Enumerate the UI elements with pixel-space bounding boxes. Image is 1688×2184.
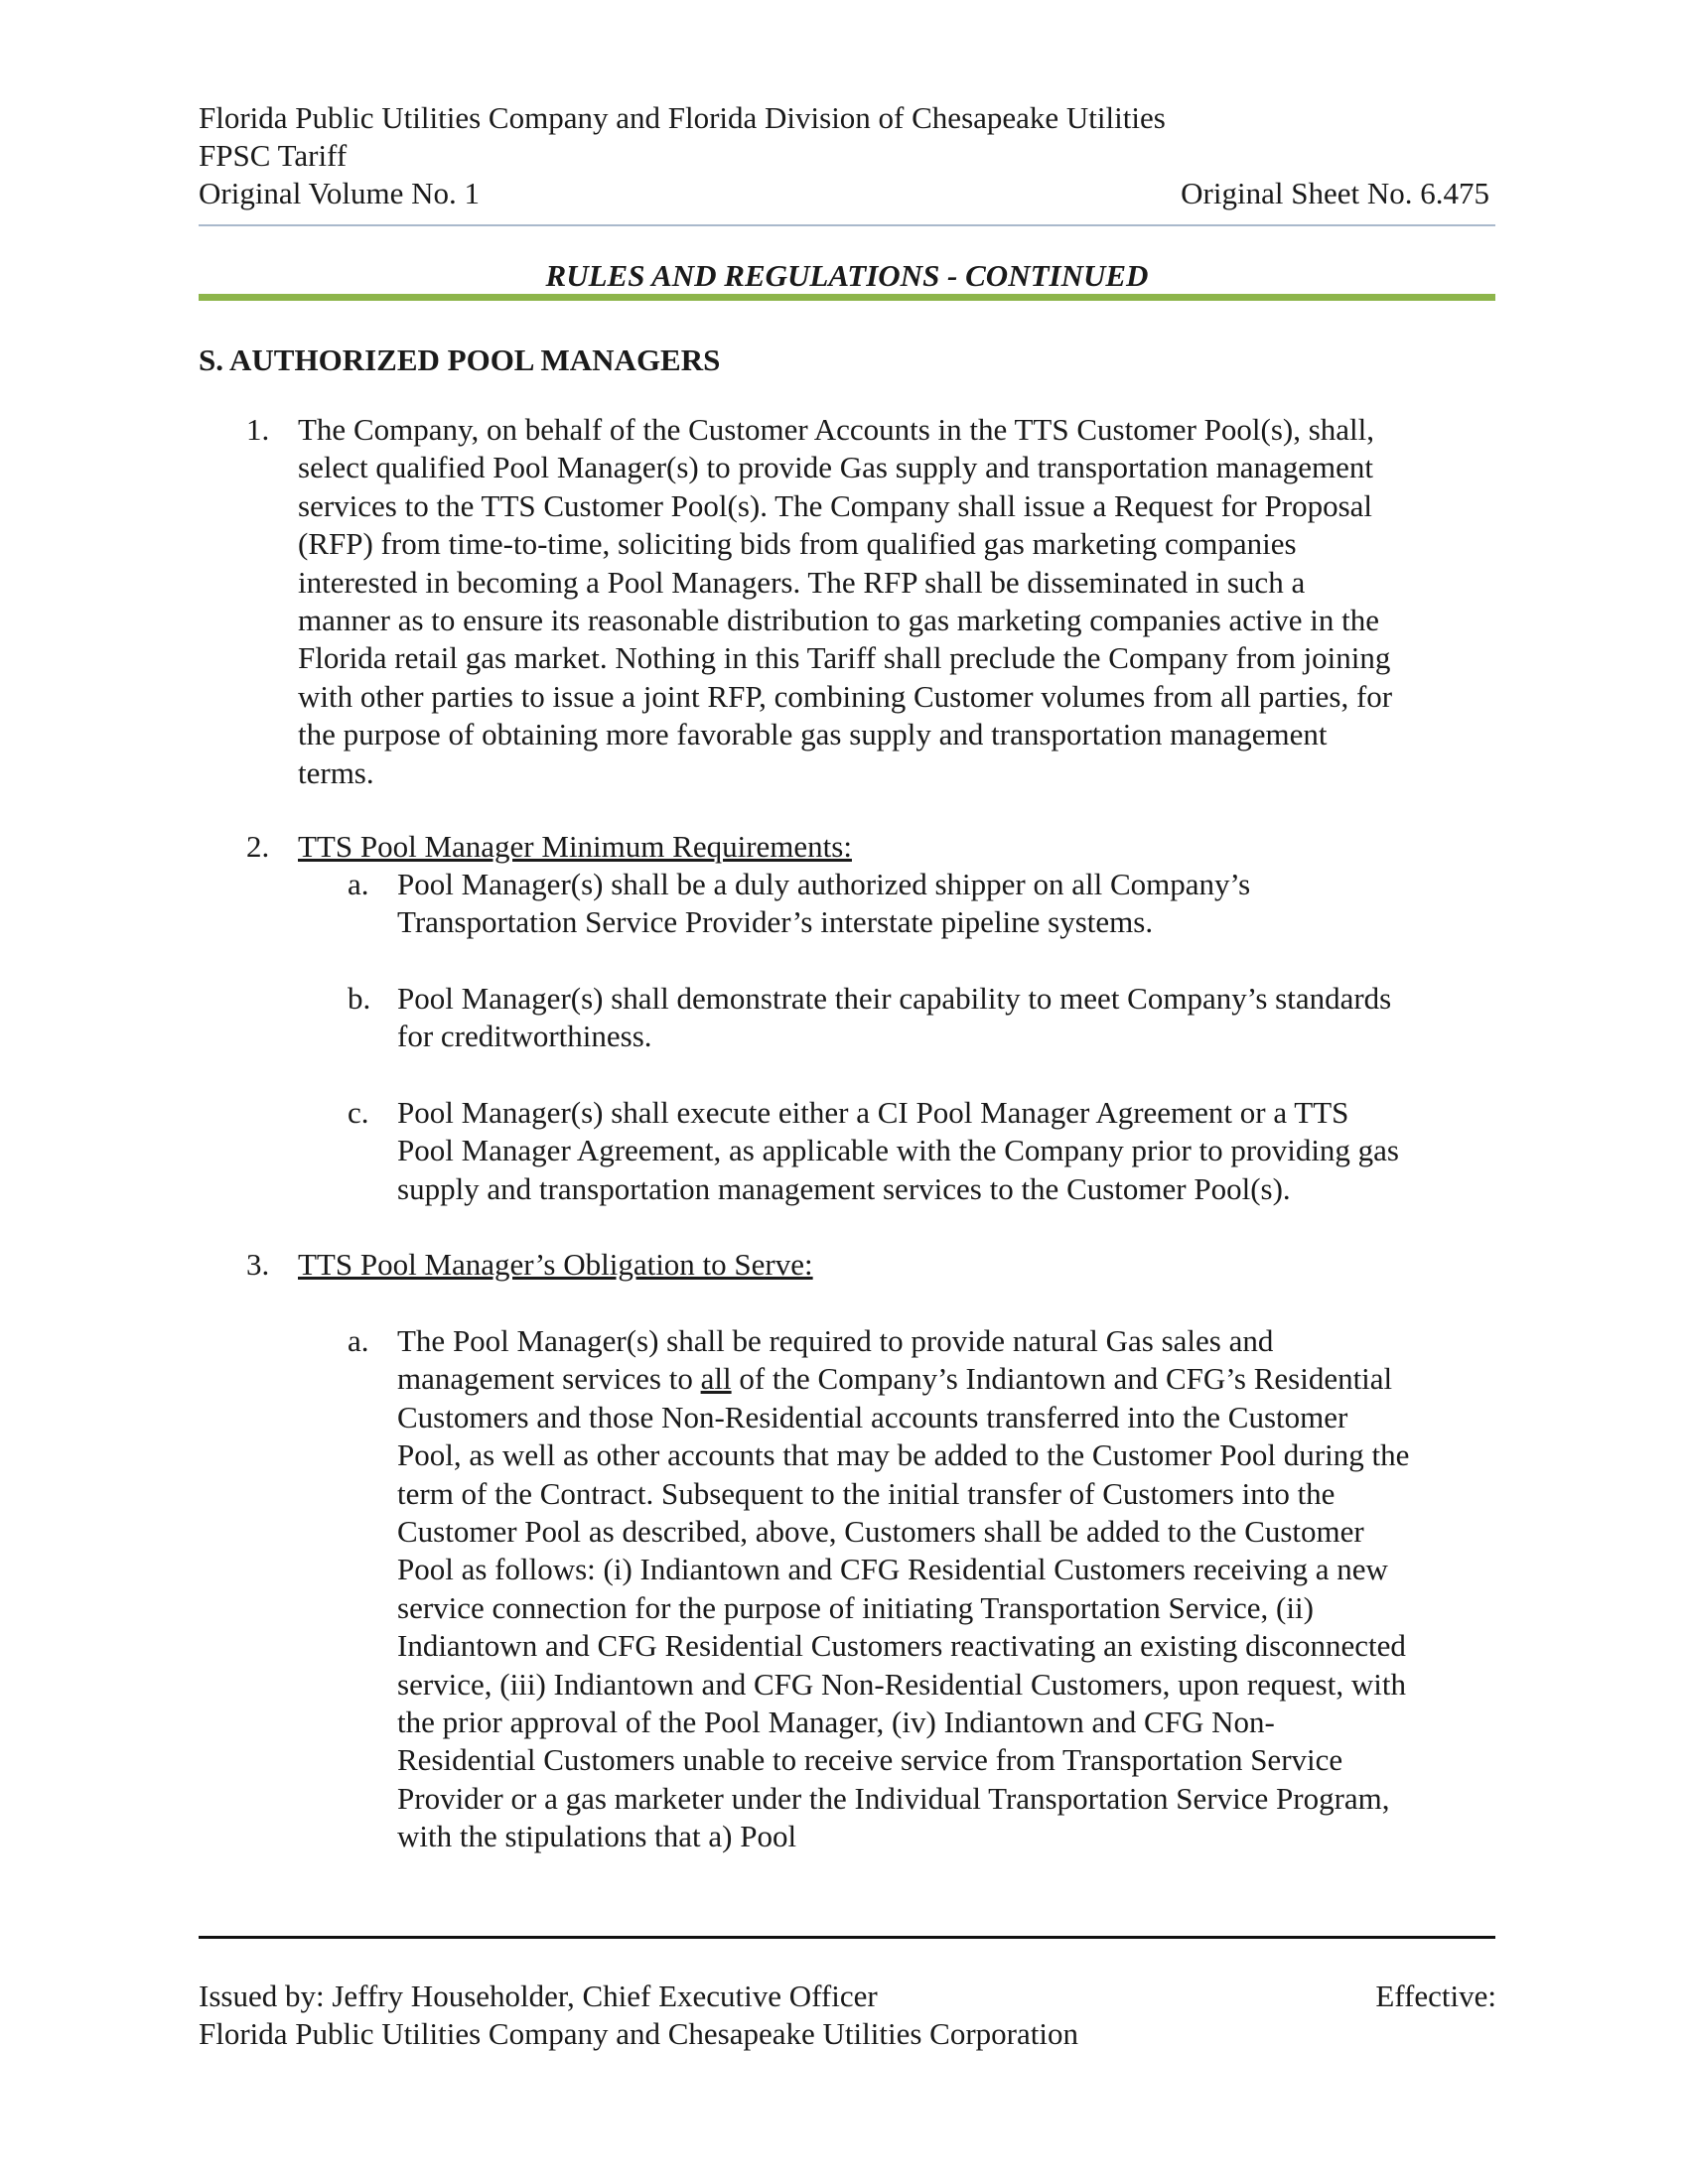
text-line: term of the Contract. Subsequent to the initial transfer of Customers into the: [397, 1475, 1336, 1511]
section-heading: S. AUTHORIZED POOL MANAGERS: [199, 342, 721, 377]
text-line: Florida retail gas market. Nothing in this Tariff shall preclude the Company from joining: [298, 640, 1391, 676]
text-line: select qualified Pool Manager(s) to provide Gas supply and transportation management: [298, 450, 1373, 485]
text-line: Pool as follows: (i) Indiantown and CFG Residential Customers receiving a new: [397, 1552, 1388, 1587]
text-line: The Pool Manager(s) shall be required to provide natural Gas sales and: [397, 1323, 1274, 1358]
text-line: Customers and those Non-Residential accounts transferred into the Customer: [397, 1399, 1348, 1434]
title-divider: [199, 294, 1495, 301]
footer-effective: Effective:: [1375, 1979, 1496, 2013]
text-line: service connection for the purpose of initiating Transportation Service, (ii): [397, 1589, 1314, 1625]
text-line: Transportation Service Provider’s interstate pipeline systems.: [397, 904, 1154, 940]
text-line: Pool, as well as other accounts that may be added to the Customer Pool during the: [397, 1437, 1410, 1473]
text-line: Pool Manager(s) shall demonstrate their capability to meet Company’s standards: [397, 981, 1392, 1016]
text-line: Pool Manager(s) shall execute either a CI Pool Manager Agreement or a TTS: [397, 1095, 1349, 1130]
text-line: Pool Manager(s) shall be a duly authorized shipper on all Company’s: [397, 867, 1251, 901]
subitem-letter: b.: [348, 981, 371, 1016]
emphasis-all: all: [700, 1361, 732, 1397]
item-2a-paragraph: [397, 866, 1499, 942]
subitem-letter: a.: [348, 867, 369, 901]
text-line: Customer Pool as described, above, Customers shall be added to the Customer: [397, 1514, 1364, 1550]
item-1-paragraph: [298, 411, 1504, 792]
subsection-heading: TTS Pool Manager’s Obligation to Serve:: [298, 1247, 813, 1282]
item-2-heading: [298, 828, 1504, 866]
item-3-heading: [298, 1246, 1504, 1284]
item-2c-paragraph: [397, 1094, 1499, 1208]
header-volume: Original Volume No. 1: [199, 176, 481, 210]
footer-company: Florida Public Utilities Company and Chesapeake Utilities Corporation: [199, 2016, 1078, 2051]
text-line: for creditworthiness.: [397, 1019, 652, 1054]
text-line: terms.: [298, 754, 374, 790]
header-tariff-line: FPSC Tariff: [199, 138, 348, 173]
text-line: with the stipulations that a) Pool: [397, 1819, 797, 1854]
text-line: supply and transportation management services to the Customer Pool(s).: [397, 1170, 1291, 1206]
text-line: (RFP) from time-to-time, soliciting bids from qualified gas marketing companies: [298, 526, 1297, 562]
subitem-letter: c.: [348, 1095, 369, 1130]
text-line: Pool Manager Agreement, as applicable with the Company prior to providing gas: [397, 1133, 1399, 1168]
header-divider: [199, 224, 1495, 226]
item-number: 2.: [246, 829, 270, 864]
text-line: the purpose of obtaining more favorable gas supply and transportation management: [298, 717, 1328, 752]
item-number: 1.: [246, 412, 270, 447]
page-title: RULES AND REGULATIONS - CONTINUED: [545, 258, 1149, 293]
text-line: Residential Customers unable to receive service from Transportation Service: [397, 1742, 1343, 1778]
text-line: Indiantown and CFG Residential Customers reactivating an existing disconnected: [397, 1628, 1406, 1664]
subitem-letter: a.: [348, 1323, 369, 1358]
text-line: with other parties to issue a joint RFP, combining Customer volumes from all parties, for: [298, 678, 1393, 714]
item-3a-paragraph: [397, 1322, 1499, 1856]
item-number: 3.: [246, 1247, 270, 1282]
text-line: management services to all of the Company’s Indiantown and CFG’s Residential: [397, 1361, 1393, 1397]
header-sheet-number: Original Sheet No. 6.475: [1181, 176, 1489, 210]
text-line: manner as to ensure its reasonable distribution to gas marketing companies active in the: [298, 603, 1379, 638]
text-line: service, (iii) Indiantown and CFG Non-Residential Customers, upon request, with: [397, 1666, 1406, 1702]
item-2b-paragraph: [397, 980, 1499, 1056]
text-line: Provider or a gas marketer under the Individual Transportation Service Program,: [397, 1780, 1390, 1816]
text-line: services to the TTS Customer Pool(s). The Company shall issue a Request for Proposal: [298, 487, 1373, 523]
text-line: interested in becoming a Pool Managers. The RFP shall be disseminated in such a: [298, 564, 1306, 600]
text-line: The Company, on behalf of the Customer Accounts in the TTS Customer Pool(s), shall,: [298, 412, 1375, 447]
header-company-line: Florida Public Utilities Company and Florida Division of Chesapeake Utilities: [199, 100, 1166, 135]
footer-issued-by: Issued by: Jeffry Householder, Chief Executive Officer: [199, 1979, 878, 2013]
footer-divider: [199, 1936, 1495, 1939]
subsection-heading: TTS Pool Manager Minimum Requirements:: [298, 829, 852, 864]
text-line: the prior approval of the Pool Manager, (iv) Indiantown and CFG Non-: [397, 1705, 1275, 1740]
